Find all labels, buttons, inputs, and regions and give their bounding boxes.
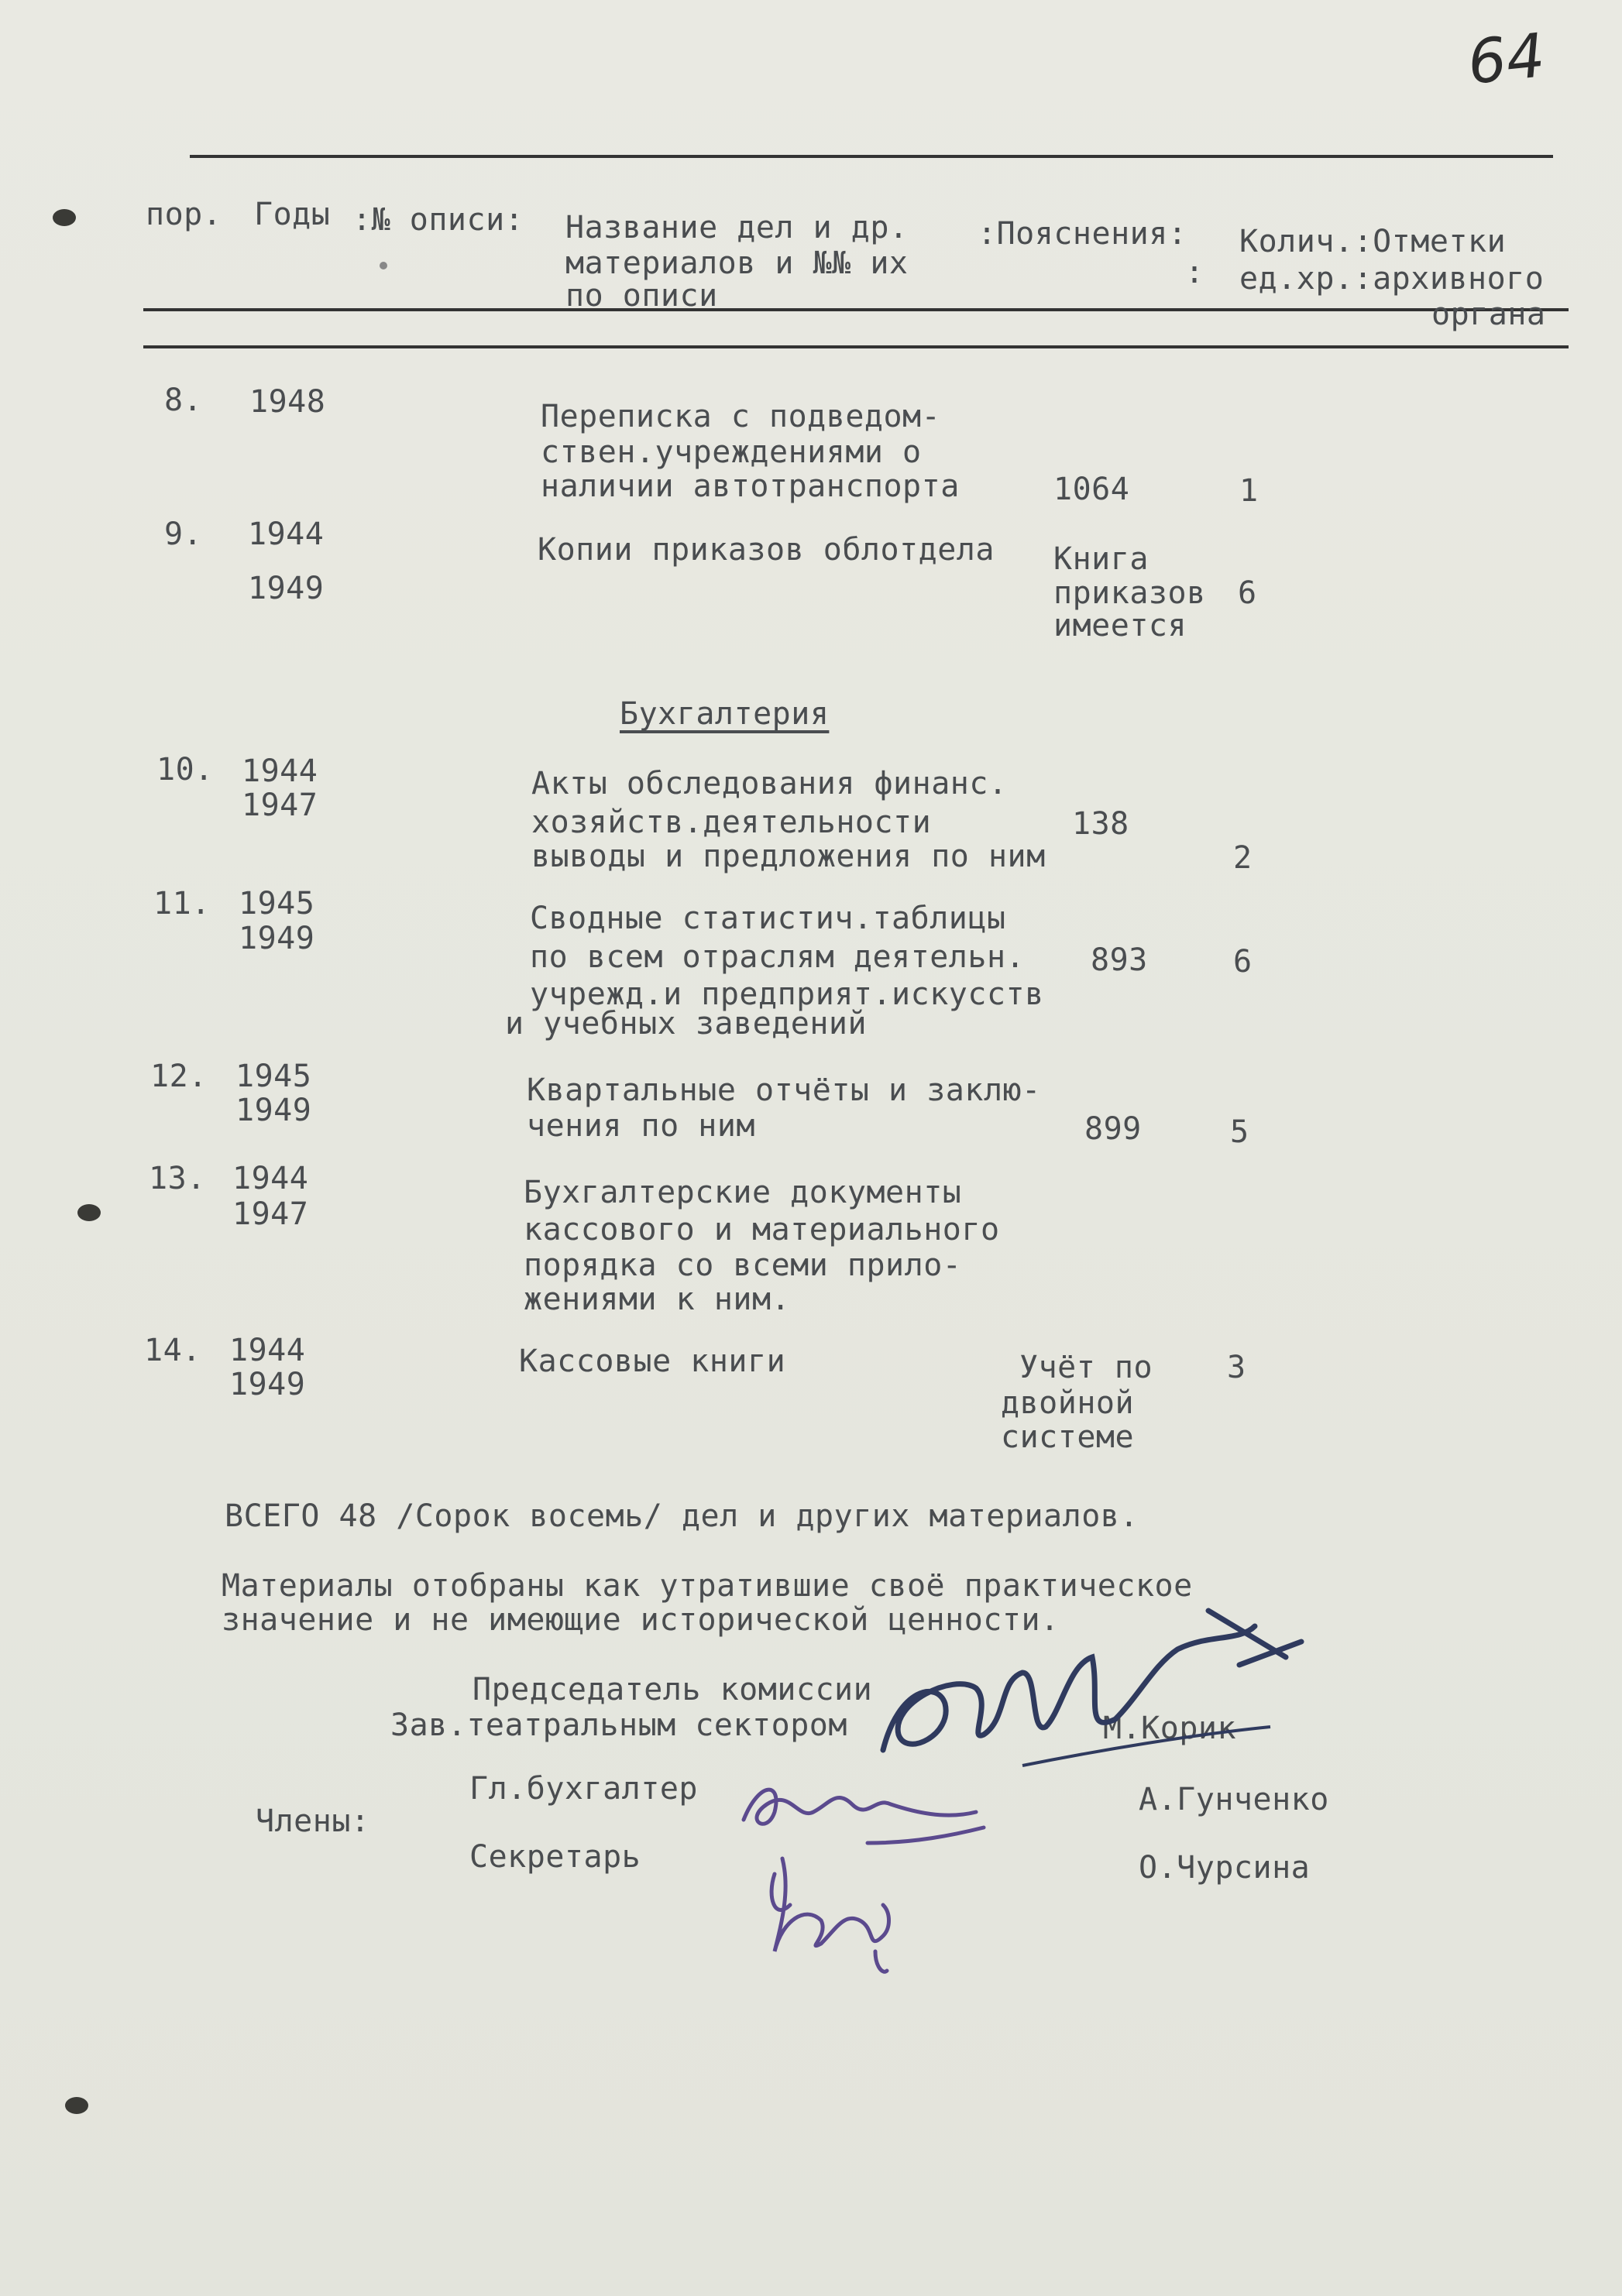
row-title-line: Кассовые книги (519, 1344, 786, 1379)
row-count: 6 (1238, 575, 1257, 611)
row-year: 1948 (249, 384, 326, 420)
row-number: 13. (149, 1161, 206, 1196)
row-note: Учёт по (1019, 1350, 1153, 1385)
row-title-line: порядка со всеми прило- (524, 1248, 962, 1283)
secretary-name: О.Чурсина (1139, 1850, 1311, 1886)
row-note: системе (1001, 1419, 1135, 1455)
row-note: имеется (1053, 608, 1187, 643)
row-year: 1944 (242, 753, 318, 789)
row-title-line: учрежд.и предприят.искусств (530, 976, 1044, 1012)
statement-line: Материалы отобраны как утратившие своё практическое (222, 1568, 1193, 1604)
section-title: Бухгалтерия (620, 696, 830, 732)
members-label: Члены: (256, 1804, 370, 1839)
statement-line: значение и не имеющие исторической ценности. (222, 1602, 1060, 1638)
header-col-num: пор. (146, 197, 222, 232)
chair-role: Зав.театральным сектором (390, 1707, 847, 1743)
row-year: 1945 (239, 886, 315, 921)
header-col-count-2: ед.хр.:архивного (1239, 261, 1545, 297)
header-col-count-1: Колич.:Отметки (1239, 224, 1507, 259)
header-col-title-3: по описи (565, 278, 718, 314)
row-title-line: Квартальные отчёты и заклю- (527, 1072, 1041, 1108)
row-number: 11. (153, 886, 211, 921)
row-year: 1944 (248, 517, 325, 552)
chair-name: М.Корик (1103, 1711, 1237, 1746)
row-count: 1 (1239, 473, 1259, 509)
page-number: 64 (1464, 21, 1548, 98)
row-year: 1947 (232, 1196, 309, 1232)
row-year: 1944 (229, 1333, 306, 1368)
row-title-line: и учебных заведений (505, 1006, 868, 1042)
row-count: 5 (1230, 1114, 1249, 1150)
accountant-name: А.Гунченко (1139, 1782, 1329, 1817)
row-count: 6 (1233, 944, 1253, 980)
row-year: 1947 (242, 788, 318, 823)
row-number: 8. (164, 383, 203, 418)
chair-role: Председатель комиссии (473, 1672, 873, 1707)
row-title-line: Бухгалтерские документы (524, 1175, 962, 1210)
row-number: 10. (156, 752, 214, 788)
row-note: 1064 (1053, 472, 1130, 507)
header-col-title-2: материалов и №№ их (565, 245, 909, 281)
row-title-line: жениями к ним. (524, 1282, 791, 1317)
row-number: 12. (150, 1059, 208, 1094)
total-line: ВСЕГО 48 /Сорок восемь/ дел и других материалов. (225, 1498, 1139, 1534)
row-title-line: Переписка с подведом- (541, 399, 941, 434)
row-note: Книга (1053, 541, 1149, 577)
row-number: 14. (144, 1333, 201, 1368)
row-count: 2 (1233, 840, 1253, 876)
row-title-line: чения по ним (527, 1108, 755, 1144)
header-col-count-3: органа (1431, 297, 1546, 332)
row-note: приказов (1053, 575, 1206, 611)
row-year: 1944 (232, 1161, 309, 1196)
row-year: 1945 (235, 1059, 312, 1094)
header-col-notes-1: :Пояснения: (978, 216, 1187, 252)
row-title-line: Акты обследования финанс. (531, 766, 1008, 801)
row-title-line: по всем отраслям деятельн. (530, 939, 1026, 975)
row-note: двойной (1001, 1385, 1135, 1421)
row-note: 138 (1072, 806, 1129, 842)
row-count: 3 (1227, 1350, 1246, 1385)
row-title-line: Сводные статистич.таблицы (530, 901, 1006, 936)
row-year: 1949 (235, 1093, 312, 1128)
row-title-line: кассового и материального (524, 1212, 1000, 1248)
accountant-role: Гл.бухгалтер (469, 1771, 698, 1807)
row-note: 893 (1091, 942, 1148, 978)
row-title-line: Копии приказов облотдела (538, 532, 995, 568)
header-col-notes-2: : (1185, 255, 1204, 290)
row-title-line: хозяйств.деятельности (531, 805, 932, 840)
row-year: 1949 (248, 571, 325, 606)
row-title-line: наличии автотранспорта (541, 468, 960, 504)
row-number: 9. (164, 517, 203, 552)
row-year: 1949 (239, 921, 315, 956)
row-note: 899 (1084, 1111, 1142, 1147)
row-title-line: выводы и предложения по ним (531, 839, 1046, 874)
row-year: 1949 (229, 1367, 306, 1402)
secretary-role: Секретарь (469, 1839, 641, 1875)
row-title-line: ствен.учреждениями о (541, 434, 922, 470)
header-col-years: Годы (254, 197, 331, 232)
header-col-inventory: :№ описи: (352, 202, 524, 238)
header-col-title-1: Название дел и др. (565, 210, 909, 245)
